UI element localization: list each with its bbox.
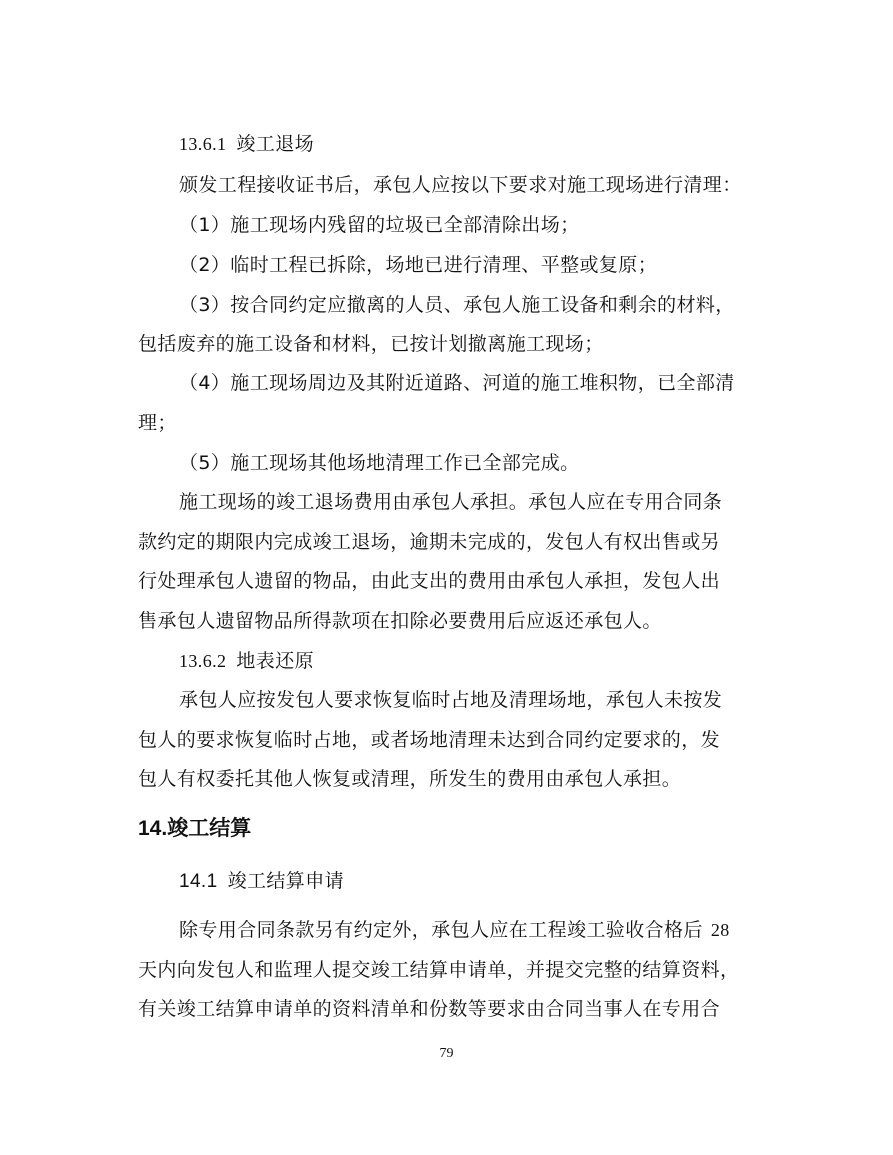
list-item-3-line-1: （3）按合同约定应撤离的人员、承包人施工设备和剩余的材料， [179,294,735,316]
paragraph-settlement-line-3: 有关竣工结算申请单的资料清单和份数等要求由合同当事人在专用合 [138,998,721,1020]
chapter-14-heading: 14.竣工结算 [138,817,252,840]
section-title: 竣工结算申请 [227,870,344,892]
section-title: 竣工退场 [236,133,315,155]
paragraph-settlement-line-2: 天内向发包人和监理人提交竣工结算申请单，并提交完整的结算资料， [138,959,740,981]
paragraph-cost-line-1: 施工现场的竣工退场费用由承包人承担。承包人应在专用合同条 [179,491,723,513]
paragraph-cost-line-3: 行处理承包人遗留的物品，由此支出的费用由承包人承担，发包人出 [138,570,721,592]
section-13-6-2-heading [179,648,314,674]
list-item-1: （1）施工现场内残留的垃圾已全部清除出场； [179,214,580,236]
page-number: 79 [439,1046,454,1061]
paragraph-settlement-line-1 [179,917,730,943]
list-item-5: （5）施工现场其他场地清理工作已全部完成。 [179,452,580,474]
paragraph-intro: 颁发工程接收证书后，承包人应按以下要求对施工现场进行清理： [179,174,742,196]
list-item-3-line-2: 包括废弃的施工设备和材料，已按计划撤离施工现场； [138,333,604,355]
section-number: 13.6.1 [179,134,227,154]
section-title: 地表还原 [236,650,315,672]
days-number: 28 [710,920,730,940]
section-number: 14.1 [179,871,218,892]
paragraph-settlement-text: 除专用合同条款另有约定外，承包人应在工程竣工验收合格后 [179,919,703,941]
paragraph-cost-line-2: 款约定的期限内完成竣工退场，逾期未完成的，发包人有权出售或另 [138,531,721,553]
list-item-2: （2）临时工程已拆除，场地已进行清理、平整或复原； [179,254,658,276]
list-item-4-line-1: （4）施工现场周边及其附近道路、河道的施工堆积物，已全部清 [179,372,735,394]
section-number: 13.6.2 [179,651,227,671]
paragraph-restore-line-1: 承包人应按发包人要求恢复临时占地及清理场地，承包人未按发 [179,689,723,711]
section-13-6-1-heading [179,131,314,157]
paragraph-cost-line-4: 售承包人遗留物品所得款项在扣除必要费用后应返还承包人。 [138,610,662,632]
section-14-1-heading [179,868,344,895]
list-item-4-line-2: 理； [138,412,177,434]
paragraph-restore-line-2: 包人的要求恢复临时占地，或者场地清理未达到合同约定要求的，发 [138,729,721,751]
paragraph-restore-line-3: 包人有权委托其他人恢复或清理，所发生的费用由承包人承担。 [138,768,682,790]
